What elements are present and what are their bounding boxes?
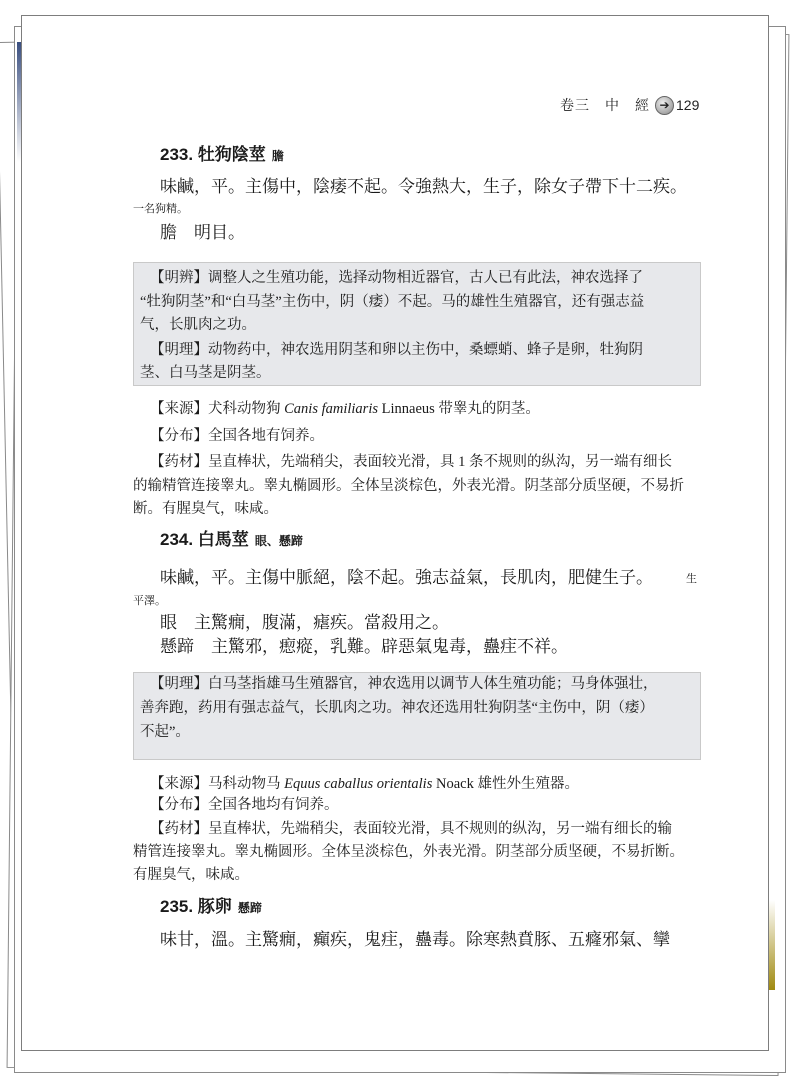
source-line	[150, 777, 579, 792]
material-line: 断。有腥臭气，味咸。	[133, 501, 278, 517]
entry-title-text: 233. 牡狗陰莖	[160, 145, 266, 164]
classic-note: 生	[686, 573, 697, 585]
commentary-line: “牡狗阴茎”和“白马茎”主伤中，阴（痿）不起。马的雄性生殖器官，还有强志益	[140, 294, 645, 310]
source-label: 【来源】	[150, 776, 208, 792]
entry-title-text: 234. 白馬莖	[160, 530, 249, 549]
source-text: Noack 雄性外生殖器。	[432, 776, 579, 792]
entry-title	[160, 146, 284, 163]
commentary-line: 善奔跑，药用有强志益气，长肌肉之功。神农还选用牡狗阴茎“主伤中，阴（痿）	[140, 700, 654, 716]
source-text: Linnaeus 带睾丸的阴茎。	[378, 401, 540, 417]
classic-text: 味甘，溫。主驚癇，癲疾，鬼疰，蠱毒。除寒熱賁豚、五癃邪氣、攣	[160, 930, 670, 949]
book-page	[21, 15, 769, 1051]
arrow-right-circle-icon: ➔	[655, 96, 674, 115]
classic-note: 一名狗精。	[133, 203, 188, 215]
classic-text: 味鹹，平。主傷中，陰痿不起。令強熱大，生子，除女子帶下十二疾。	[160, 177, 687, 196]
commentary-line: 【明理】白马茎指雄马生殖器官，神农选用以调节人体生殖功能；马身体强壮，	[150, 676, 658, 692]
entry-title-text: 235. 豚卵	[160, 897, 232, 916]
latin-name: Equus caballus orientalis	[284, 776, 433, 792]
entry-title	[160, 898, 262, 915]
latin-name: Canis familiaris	[284, 401, 378, 417]
commentary-line: 【明理】动物药中，神农选用阴茎和卵以主伤中，桑螵蛸、蜂子是卵，牡狗阴	[150, 342, 643, 358]
source-text: 马科动物马	[208, 776, 285, 792]
commentary-line: 【明辨】调整人之生殖功能，选择动物相近器官，古人已有此法，神农选择了	[150, 270, 643, 286]
classic-text: 膽 明目。	[160, 223, 245, 242]
classic-text: 味鹹，平。主傷中脈絕，陰不起。強志益氣，長肌肉，肥健生子。	[160, 568, 653, 587]
material-line: 的输精管连接睾丸。睾丸椭圆形。全体呈淡棕色，外表光滑。阴茎部分质坚硬，不易折	[133, 478, 684, 494]
entry-title-sub: 眼、懸蹄	[254, 534, 303, 548]
commentary-line: 茎、白马茎是阴茎。	[140, 365, 271, 381]
classic-note: 平澤。	[133, 595, 166, 607]
classic-text: 懸蹄 主驚邪，瘛瘲，乳難。辟惡氣鬼毒，蠱疰不祥。	[160, 637, 568, 656]
page-number: 129	[676, 97, 700, 113]
entry-title-sub: 懸蹄	[237, 901, 262, 915]
material-line: 【药材】呈直棒状，先端稍尖，表面较光滑，具 1 条不规则的纵沟，另一端有细长	[150, 454, 672, 470]
commentary-line: 不起”。	[140, 724, 190, 740]
source-label: 【来源】	[150, 401, 208, 417]
entry-title	[160, 531, 303, 548]
commentary-line: 气，长肌肉之功。	[140, 317, 256, 333]
distribution-line: 【分布】全国各地有饲养。	[150, 428, 324, 444]
material-line: 【药材】呈直棒状，先端稍尖，表面较光滑，具不规则的纵沟，另一端有细长的输	[150, 821, 672, 837]
entry-title-sub: 膽	[271, 149, 284, 163]
source-text: 犬科动物狗	[208, 401, 285, 417]
running-title: 卷三 中 經	[560, 97, 650, 113]
classic-text: 眼 主驚癇，腹滿，瘧疾。當殺用之。	[160, 613, 449, 632]
material-line: 有腥臭气，味咸。	[133, 867, 249, 883]
distribution-line: 【分布】全国各地均有饲养。	[150, 797, 339, 813]
material-line: 精管连接睾丸。睾丸椭圆形。全体呈淡棕色，外表光滑。阴茎部分质坚硬，不易折断。	[133, 844, 684, 860]
page-edge-decoration	[769, 900, 775, 990]
source-line	[150, 402, 540, 417]
